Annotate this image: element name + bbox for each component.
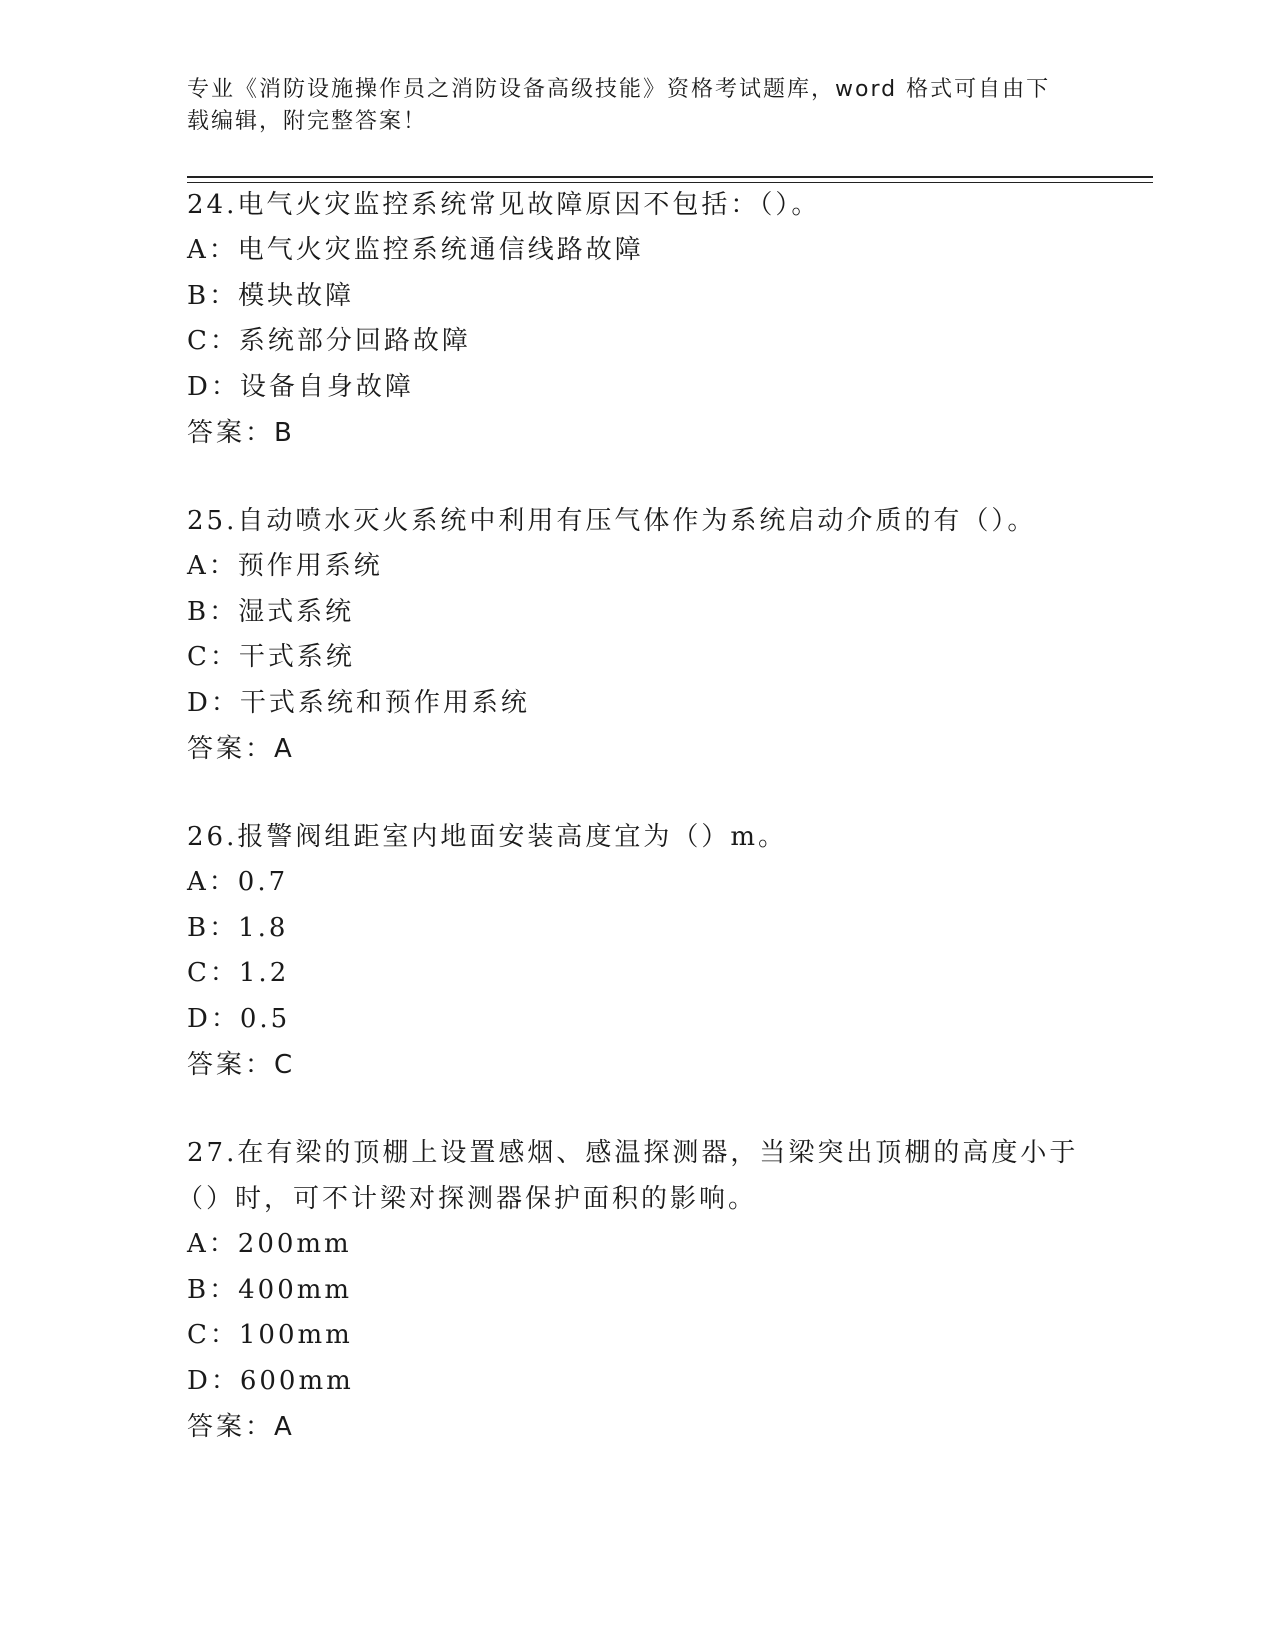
answer: 答案：A bbox=[187, 734, 295, 764]
header-line-1: 专业《消防设施操作员之消防设备高级技能》资格考试题库，word 格式可自由下 bbox=[187, 77, 1051, 102]
question-stem: 25.自动喷水灭火系统中利用有压气体作为系统启动介质的有（）。 bbox=[187, 506, 1037, 536]
option-c: C：干式系统 bbox=[187, 642, 355, 672]
option-c: C：系统部分回路故障 bbox=[187, 326, 471, 356]
question-stem-line-1: 27.在有梁的顶棚上设置感烟、感温探测器，当梁突出顶棚的高度小于 bbox=[187, 1138, 1079, 1168]
question-stem-line-2: （）时，可不计梁对探测器保护面积的影响。 bbox=[177, 1184, 758, 1214]
option-d: D：干式系统和预作用系统 bbox=[187, 687, 530, 718]
option-a: A：0.7 bbox=[187, 867, 289, 897]
answer: 答案：B bbox=[187, 418, 295, 448]
answer: 答案：C bbox=[187, 1050, 296, 1080]
header-divider-thick bbox=[187, 176, 1153, 178]
document-header bbox=[187, 74, 1087, 138]
option-d: D：设备自身故障 bbox=[187, 371, 414, 402]
header-line-2: 载编辑，附完整答案！ bbox=[187, 109, 428, 134]
option-a: A：200mm bbox=[187, 1229, 352, 1259]
option-d: D：0.5 bbox=[187, 1003, 291, 1034]
question-stem: 26.报警阀组距室内地面安装高度宜为（）m。 bbox=[187, 822, 788, 852]
option-a: A：电气火灾监控系统通信线路故障 bbox=[187, 235, 644, 265]
option-b: B：模块故障 bbox=[187, 280, 355, 311]
option-a: A：预作用系统 bbox=[187, 551, 383, 581]
option-c: C：1.2 bbox=[187, 958, 290, 988]
option-b: B：400mm bbox=[187, 1274, 353, 1305]
question-25 bbox=[187, 498, 1087, 772]
question-stem: 24.电气火灾监控系统常见故障原因不包括：（）。 bbox=[187, 190, 821, 220]
option-d: D：600mm bbox=[187, 1365, 354, 1396]
option-b: B：1.8 bbox=[187, 912, 289, 943]
question-24 bbox=[187, 182, 1087, 456]
option-b: B：湿式系统 bbox=[187, 596, 355, 627]
question-26 bbox=[187, 814, 1087, 1088]
question-27 bbox=[177, 1130, 1087, 1450]
option-c: C：100mm bbox=[187, 1320, 353, 1350]
answer: 答案：A bbox=[187, 1412, 295, 1442]
